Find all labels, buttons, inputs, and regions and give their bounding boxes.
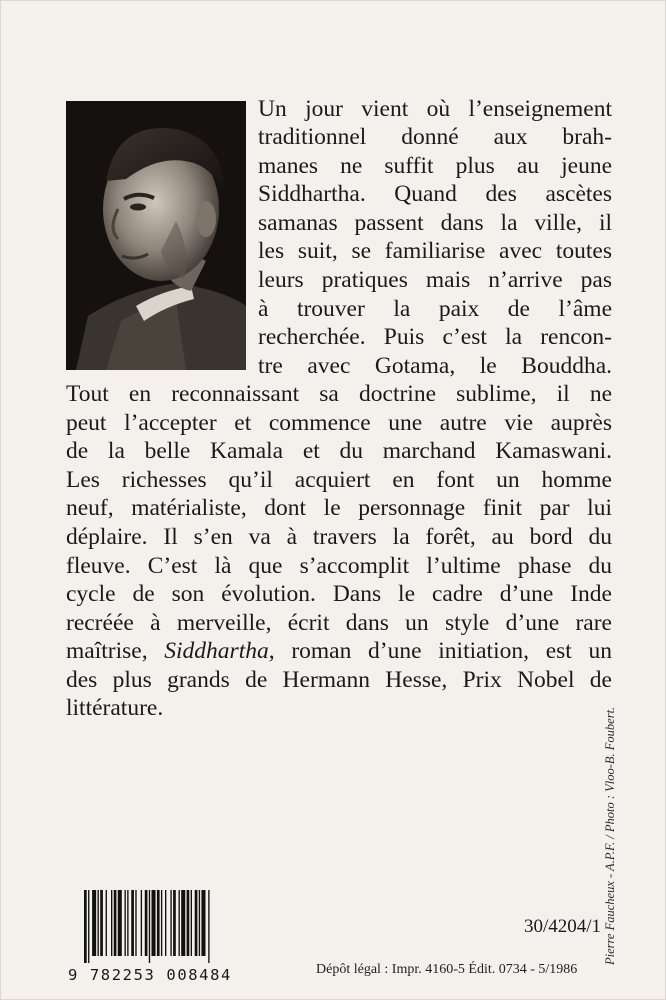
barcode: [84, 890, 258, 963]
blurb-line: les suit, se familiarise avec toutes: [258, 238, 612, 264]
blurb-line: tre avec Gotama, le Bouddha.: [258, 353, 612, 379]
author-portrait: [66, 101, 246, 370]
blurb-line: traditionnel donné aux brah-: [258, 124, 612, 150]
isbn-digits: 9 782253 008484: [68, 966, 232, 984]
blurb-line: recréée à merveille, écrit dans un style d’une rare: [66, 610, 612, 636]
blurb-line: recherchée. Puis c’est la rencon-: [258, 324, 612, 350]
blurb-line: Un jour vient où l’enseignement: [258, 96, 612, 122]
blurb-text: , roman d’une initiation, est un: [268, 638, 612, 664]
blurb-line: leurs pratiques mais n’arrive pas: [258, 267, 612, 293]
catalog-code: 30/4204/1: [524, 916, 602, 937]
blurb-line: Les richesses qu’il acquiert en font un homme: [66, 467, 612, 493]
blurb-text: maîtrise,: [66, 638, 148, 664]
blurb-line: fleuve. C’est là que s’accomplit l’ultime phase du: [66, 553, 612, 579]
blurb-line: des plus grands de Hermann Hesse, Prix Nobel de: [66, 667, 612, 693]
blurb-line: déplaire. Il s’en va à travers la forêt, au bord du: [66, 524, 612, 550]
blurb-line-mixed: [66, 637, 612, 666]
blurb-line: cycle de son évolution. Dans le cadre d’une Inde: [66, 581, 612, 607]
blurb-line: manes ne suffit plus au jeune: [258, 153, 612, 179]
blurb-line: Tout en reconnaissant sa doctrine sublime, il ne: [66, 381, 612, 407]
photo-credit: Pierre Faucheux - A.P.F. / Photo : Vloo-B. Foubert.: [603, 706, 617, 965]
blurb-line: Siddhartha. Quand des ascètes: [258, 181, 612, 207]
blurb-line: à trouver la paix de l’âme: [258, 296, 612, 322]
blurb-line: littérature.: [66, 695, 164, 721]
blurb-line: neuf, matérialiste, dont le personnage finit par lui: [66, 495, 612, 521]
legal-deposit: Dépôt légal : Impr. 4160-5 Édit. 0734 - 5/1986: [316, 962, 578, 977]
book-title: Siddhartha: [164, 638, 269, 664]
blurb-line: peut l’accepter et commence une autre vie auprès: [66, 410, 612, 436]
blurb-line: samanas passent dans la ville, il: [258, 210, 612, 236]
blurb-line: de la belle Kamala et du marchand Kamaswani.: [66, 438, 612, 464]
